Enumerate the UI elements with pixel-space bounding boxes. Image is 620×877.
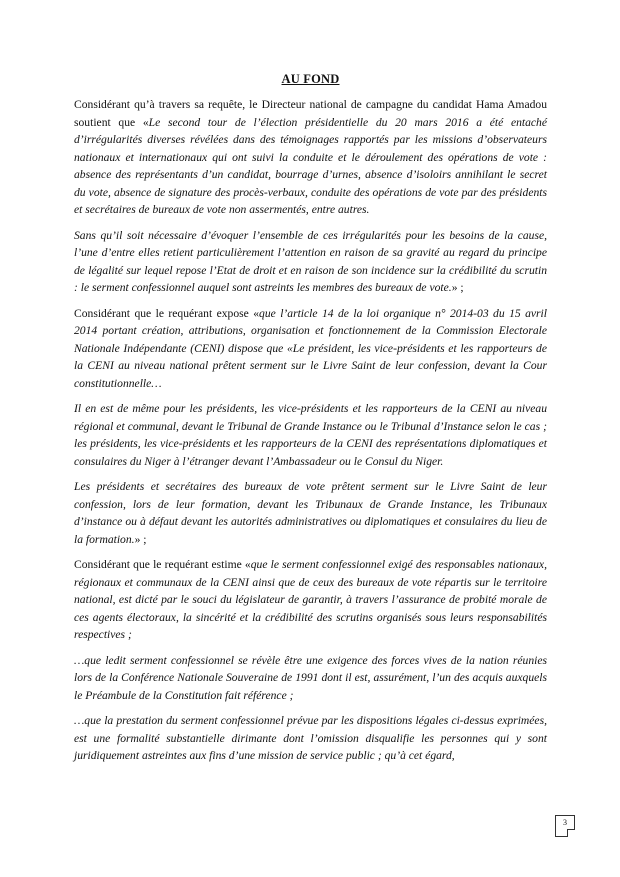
- paragraph: [74, 227, 547, 297]
- document-page: [74, 72, 547, 773]
- quoted-text: Le second tour de l’élection présidentielle du 20 mars 2016 a été entaché d’irrégularités diverses révélées dans des témoignages rapportés par les missions d’observateurs nationaux et internationaux qui ont suivi la conduite et le déroulement des opérations de vote : absence des représentants d’un candidat, bourrage d’urnes, absence d’isoloirs annihilant le secret du vote, absence de signature des procès-verbaux, conduite des opérations de vote par des présidents et secrétaires de bureaux de vote non assermentés, entre autres.: [74, 115, 548, 216]
- paragraph: [74, 712, 547, 765]
- quoted-text: Sans qu’il soit nécessaire d’évoquer l’ensemble de ces irrégularités pour les besoins de la cause, l’une d’entre elles retient particulièrement l’attention en raison de sa gravité au regard du principe de légalité sur lequel repose l’Etat de droit et en raison de son incidence sur la crédibilité du scrutin : le serment confessionnel auquel sont astreints les membres des bureaux de vote.: [74, 228, 547, 294]
- quoted-text: Les présidents et secrétaires des bureaux de vote prêtent serment sur le Livre Saint de leur confession, lors de leur formation, devant les Tribunaux de Grande Instance, les Tribunaux d’instance ou à défaut devant les autorités administratives ou diplomatiques et consulaires du lieu de la formation.: [74, 480, 547, 546]
- paragraph: [74, 556, 547, 644]
- paragraph: [74, 478, 547, 548]
- document-title: AU FOND: [281, 72, 340, 86]
- paragraph: [74, 96, 547, 219]
- quoted-text: Il en est de même pour les présidents, les vice-présidents et les rapporteurs de la CENI au niveau régional et communal, devant le Tribunal de Grande Instance ou le Tribunal d’Instance selon le cas ; les présidents, les vice-présidents et les rapporteurs de la CENI des représentations diplomatiques et consulaires du Niger à l’étranger devant l’Ambassadeur ou le Consul du Niger.: [74, 402, 547, 468]
- body-text: Considérant que le requérant estime «: [74, 558, 251, 571]
- quoted-text: que l’article 14 de la loi organique n° 2014-03 du 15 avril 2014 portant création, attributions, organisation et fonctionnement de la Commission Electorale Nationale Indépendante (CENI) dispose que «Le président, les vice-présidents et les rapporteurs de la CENI au niveau national prêtent serment sur le Livre Saint de leur confession, devant la Cour constitutionnelle…: [74, 306, 547, 390]
- quoted-text: …que la prestation du serment confessionnel prévue par les dispositions légales ci-dessus exprimées, est une formalité substantielle dirimante dont l’omission disqualifie les personnes qui y sont juridiquement astreintes aux fins d’une mission de service public ; qu’à cet égard,: [74, 714, 547, 762]
- paragraph: [74, 652, 547, 705]
- body-text: » ;: [134, 532, 147, 546]
- page-number: 3: [555, 815, 575, 837]
- quoted-text: …que ledit serment confessionnel se révèle être une exigence des forces vives de la nation réunies lors de la Conférence Nationale Souveraine de 1991 dont il est, assurément, l’un des acquis auxquels le Préambule de la Constitution fait référence ;: [74, 653, 547, 702]
- paragraph: [74, 400, 547, 470]
- body-text: » ;: [451, 281, 464, 294]
- paragraph-list: [74, 96, 547, 765]
- body-text: Considérant qu’à travers sa requête, le Directeur national de campagne du candidat Hama Amadou soutient que «: [74, 98, 547, 129]
- quoted-text: que le serment confessionnel exigé des responsables nationaux, régionaux et communaux de la CENI ainsi que de ceux des bureaux de vote répartis sur le territoire national, est dicté par le souci du législateur de garantir, à travers l’assurance de probité morale de ces agents électoraux, la sincérité et la crédibilité des scrutins organisés sous leurs responsabilités respectives ;: [74, 558, 547, 641]
- paragraph: [74, 305, 547, 393]
- body-text: Considérant que le requérant expose «: [74, 306, 260, 320]
